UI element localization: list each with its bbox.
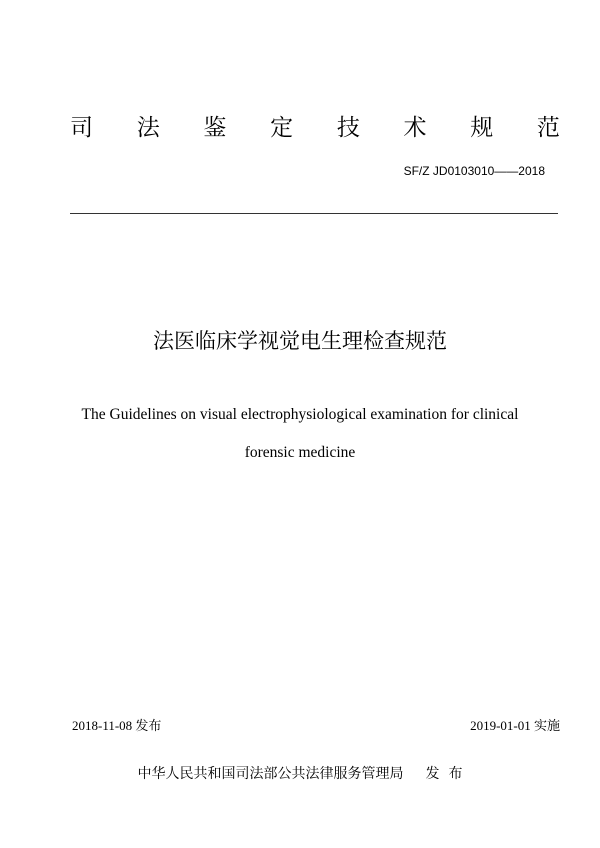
series-title-char: 范 — [536, 115, 560, 141]
series-title-char: 鉴 — [203, 115, 227, 141]
series-title-char: 定 — [270, 115, 294, 141]
series-title-char: 规 — [470, 115, 494, 141]
document-title-english-line2: forensic medicine — [244, 444, 356, 461]
series-title-char: 术 — [403, 115, 427, 141]
series-title-char: 法 — [136, 115, 160, 141]
publish-label: 发 布 — [425, 766, 463, 782]
publisher-name: 中华人民共和国司法部公共法律服务管理局 — [137, 766, 404, 782]
publisher-line — [0, 764, 600, 784]
series-title-char: 技 — [336, 115, 360, 141]
series-title — [70, 113, 560, 143]
issue-date: 2018-11-08 发布 — [72, 718, 162, 733]
document-title-english-line1: The Guidelines on visual electrophysiological examination for clinical — [81, 406, 519, 423]
document-title-chinese: 法医临床学视觉电生理检查规范 — [153, 329, 447, 353]
effective-date: 2019-01-01 实施 — [470, 718, 560, 733]
header-divider — [70, 213, 558, 214]
document-title-english — [0, 396, 600, 472]
series-title-char: 司 — [70, 115, 93, 141]
standard-code: SF/Z JD0103010——2018 — [403, 164, 545, 178]
